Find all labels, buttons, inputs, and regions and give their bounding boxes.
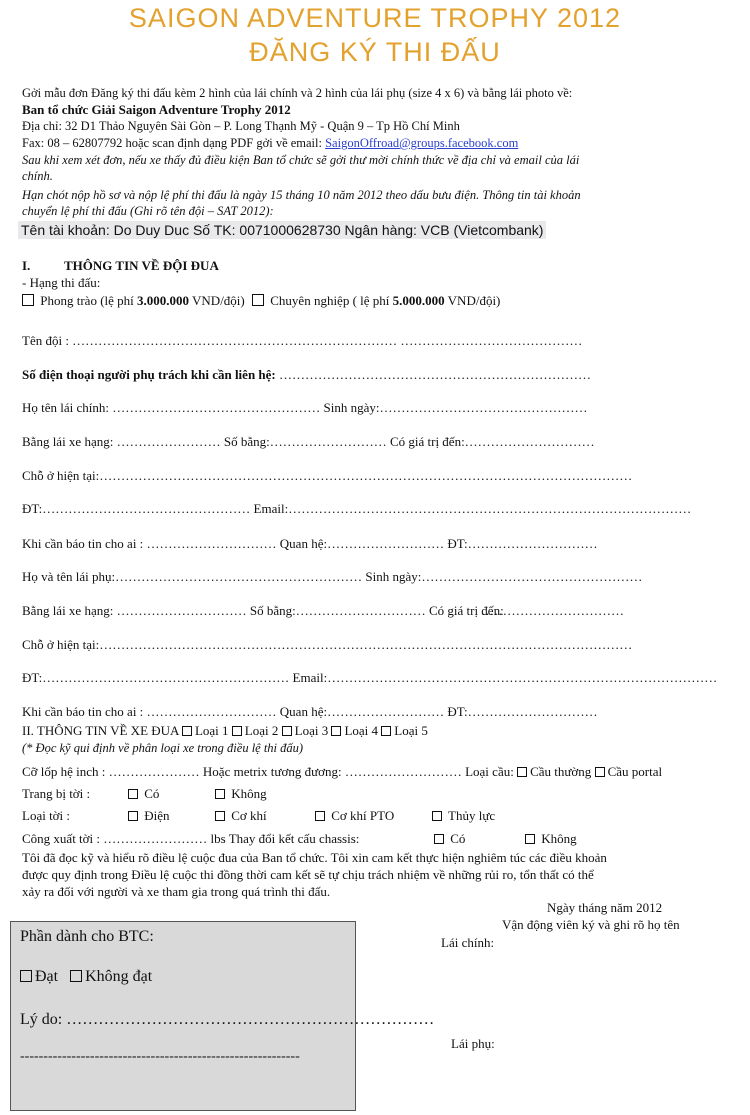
driver-phone-email-field[interactable]	[22, 501, 691, 517]
chassis-yes-option	[434, 831, 465, 847]
note-deadline-line2: chuyển lệ phí thi đấu (Ghi rõ tên đội – SAT 2012):	[22, 204, 274, 218]
winch-power-field[interactable]: Công xuất tời : …………………… lbs Thay đổi kết cấu chassis:	[22, 831, 360, 846]
signature-date: Ngày tháng năm 2012	[547, 900, 663, 915]
note-deadline-line1: Hạn chót nộp hồ sơ và nộp lệ phí thi đấu là ngày 15 tháng 10 năm 2012 theo dấu bưu điện. Thông tin tài khoản	[22, 188, 581, 202]
professional-fee: 5.000.000	[392, 293, 445, 308]
winch-type-pto	[315, 808, 394, 824]
organizer-address: Địa chỉ: 32 D1 Thảo Nguyên Sài Gòn – P. Long Thạnh Mỹ - Quận 9 – Tp Hồ Chí Minh	[22, 119, 460, 133]
checkbox-class-5[interactable]	[381, 726, 391, 736]
organizer-name: Ban tổ chức Giải Saigon Adventure Trophy 2012	[22, 102, 291, 117]
commitment-line1: Tôi đã đọc kỹ và hiểu rõ điều lệ cuộc đua của Ban tổ chức. Tôi xin cam kết thực hiện nghiêm túc các điều khoản	[22, 850, 607, 865]
axle-standard-label: Cầu thường	[530, 764, 592, 779]
class-1-label: Loại 1	[194, 723, 229, 738]
driver-email-dots: …………………………………………………………………………………	[288, 501, 692, 516]
winch-yes-label: Có	[144, 786, 160, 801]
checkbox-class-3[interactable]	[282, 726, 292, 736]
fax-text: Fax: 08 – 62807792 hoặc scan định dạng PDF gởi về email:	[22, 136, 326, 150]
checkbox-chassis-no[interactable]	[525, 834, 535, 844]
checkbox-winch-electric[interactable]	[128, 811, 138, 821]
checkbox-pass[interactable]	[20, 970, 32, 982]
professional-unit: VND/đội)	[444, 293, 501, 308]
section1-title: THÔNG TIN VỀ ĐỘI ĐUA	[64, 258, 219, 273]
approval-options	[20, 968, 152, 986]
amateur-fee: 3.000.000	[137, 293, 190, 308]
winch-label: Trang bị tời :	[22, 786, 91, 801]
checkbox-class-1[interactable]	[182, 726, 192, 736]
intro-instruction: Gởi mẫu đơn Đăng ký thi đấu kèm 2 hình của lái chính và 2 hình của lái phụ (size 4 x 6) và bằng lái photo về:	[22, 86, 573, 100]
checkbox-winch-hydraulic[interactable]	[432, 811, 442, 821]
winch-no-option	[215, 786, 267, 802]
class-4-label: Loại 4	[344, 723, 379, 738]
checkbox-winch-mechanical[interactable]	[215, 811, 225, 821]
checkbox-winch-yes[interactable]	[128, 789, 138, 799]
codriver-license-expiry-dots: ……………………………	[481, 603, 624, 618]
bank-account-text: Tên tài khoản: Do Duy Duc Số TK: 0071000628730 Ngân hàng: VCB (Vietcombank)	[18, 221, 546, 239]
bank-account-info	[18, 222, 546, 240]
checkbox-professional[interactable]	[252, 294, 264, 306]
checkbox-axle-portal[interactable]	[595, 767, 605, 777]
winch-hydraulic-label: Thủy lực	[448, 808, 496, 823]
class-3-label: Loại 3	[294, 723, 329, 738]
checkbox-chassis-yes[interactable]	[434, 834, 444, 844]
signature-note: Vận động viên ký và ghi rõ họ tên	[502, 917, 680, 932]
winch-type-electric	[128, 808, 170, 824]
reason-field[interactable]: Lý do: ……………………………………………………………	[20, 1011, 435, 1028]
codriver-name-field[interactable]: Họ và tên lái phụ:………………………………………………… Sinh ngày:……………………………………………	[22, 569, 643, 584]
codriver-license-field[interactable]: Bằng lái xe hạng: ………………………… Số bằng:………………………… Có giá trị đến:	[22, 603, 504, 618]
codriver-email-dots: ………………………………………………………………………………	[327, 670, 718, 685]
class-5-label: Loại 5	[394, 723, 428, 738]
checkbox-class-4[interactable]	[331, 726, 341, 736]
class-label: - Hạng thi đấu:	[22, 275, 101, 290]
form-title: SAIGON ADVENTURE TROPHY 2012	[128, 3, 622, 33]
chassis-no-option	[525, 831, 577, 847]
tire-size-row[interactable]	[22, 764, 662, 780]
checkbox-winch-no[interactable]	[215, 789, 225, 799]
class-options	[22, 293, 500, 309]
form-subtitle: ĐĂNG KÝ THI ĐẤU	[249, 37, 501, 67]
codriver-phone: ĐT:…………………………………………………	[22, 670, 293, 685]
vehicle-class-row	[22, 723, 428, 739]
fail-label: Không đạt	[85, 968, 153, 985]
winch-type-mechanical	[215, 808, 267, 824]
winch-electric-label: Điện	[144, 808, 170, 823]
codriver-emergency-field[interactable]: Khi cần báo tin cho ai : ………………………… Quan hệ:……………………… ĐT:…………………………	[22, 704, 598, 719]
note-review-line2: chính.	[22, 169, 53, 183]
driver-phone: ĐT:…………………………………………	[22, 501, 254, 516]
codriver-email-label: Email:	[292, 670, 328, 685]
checkbox-axle-standard[interactable]	[517, 767, 527, 777]
codriver-sign-label: Lái phụ:	[451, 1036, 495, 1051]
main-driver-sign-label: Lái chính:	[441, 935, 495, 950]
codriver-address-field[interactable]: Chỗ ở hiện tại:……………………………………………………………………………………………………………	[22, 637, 633, 652]
team-name-field[interactable]: Tên đội : ………………………………………………………………… ……………………………………	[22, 333, 583, 348]
chassis-yes-label: Có	[450, 831, 466, 846]
note-review-line1: Sau khi xem xét đơn, nếu xe thấy đủ điều kiện Ban tổ chức sẽ gởi thư mời chính thức về địa chỉ và email của lái	[22, 153, 580, 167]
contact-phone-field[interactable]	[22, 367, 591, 383]
driver-email-label: Email:	[253, 501, 289, 516]
email-link[interactable]: SaigonOffroad@groups.facebook.com	[325, 136, 519, 150]
checkbox-fail[interactable]	[70, 970, 82, 982]
professional-label: Chuyên nghiệp ( lệ phí	[270, 293, 393, 308]
winch-yes-option	[128, 786, 159, 802]
vehicle-class-note: (* Đọc kỹ qui định về phân loại xe trong điều lệ thi đấu)	[22, 741, 304, 755]
checkbox-class-2[interactable]	[232, 726, 242, 736]
amateur-label: Phong trào (lệ phí	[40, 293, 138, 308]
organizer-box-title: Phần dành cho BTC:	[20, 928, 154, 945]
class-2-label: Loại 2	[244, 723, 279, 738]
driver-address-field[interactable]: Chỗ ở hiện tại:……………………………………………………………………………………………………………	[22, 468, 633, 483]
section2-title: II. THÔNG TIN VỀ XE ĐUA	[22, 723, 179, 738]
driver-license-field[interactable]: Bằng lái xe hạng: …………………… Số bằng:……………………… Có giá trị đến:…………………………	[22, 434, 595, 449]
winch-type-label: Loại tời :	[22, 808, 71, 823]
winch-type-hydraulic	[432, 808, 495, 824]
reason-dashes: ------------------------------------------------------------	[20, 1049, 300, 1064]
winch-mechanical-label: Cơ khí	[231, 808, 267, 823]
driver-emergency-field[interactable]: Khi cần báo tin cho ai : ………………………… Quan hệ:……………………… ĐT:…………………………	[22, 536, 598, 551]
winch-pto-label: Cơ khí PTO	[331, 808, 395, 823]
chassis-no-label: Không	[541, 831, 577, 846]
codriver-phone-email-field[interactable]	[22, 670, 717, 686]
driver-name-field[interactable]: Họ tên lái chính: ………………………………………… Sinh ngày:…………………………………………	[22, 400, 588, 415]
contact-phone-dots: ………………………………………………………………	[275, 367, 591, 382]
amateur-unit: VND/đội)	[189, 293, 245, 308]
winch-no-label: Không	[231, 786, 267, 801]
commitment-line3: xảy ra đối với người và xe tham gia trong quá trình thi đấu.	[22, 884, 331, 899]
section1-number: I.	[22, 258, 31, 273]
checkbox-amateur[interactable]	[22, 294, 34, 306]
organizer-fax	[22, 136, 518, 151]
tire-size-label: Cỡ lốp hệ inch : ………………… Hoặc metrix tương đương: ……………………… Loại cầu:	[22, 764, 514, 779]
pass-label: Đạt	[35, 968, 59, 985]
commitment-line2: được quy định trong Điều lệ cuộc thi đồng thời cam kết sẽ tự chịu trách nhiệm về những rủi ro, tổn thất có thể	[22, 867, 594, 882]
checkbox-winch-pto[interactable]	[315, 811, 325, 821]
axle-portal-label: Cầu portal	[607, 764, 663, 779]
contact-phone-label: Số điện thoại người phụ trách khi cần liên hệ:	[22, 367, 276, 382]
